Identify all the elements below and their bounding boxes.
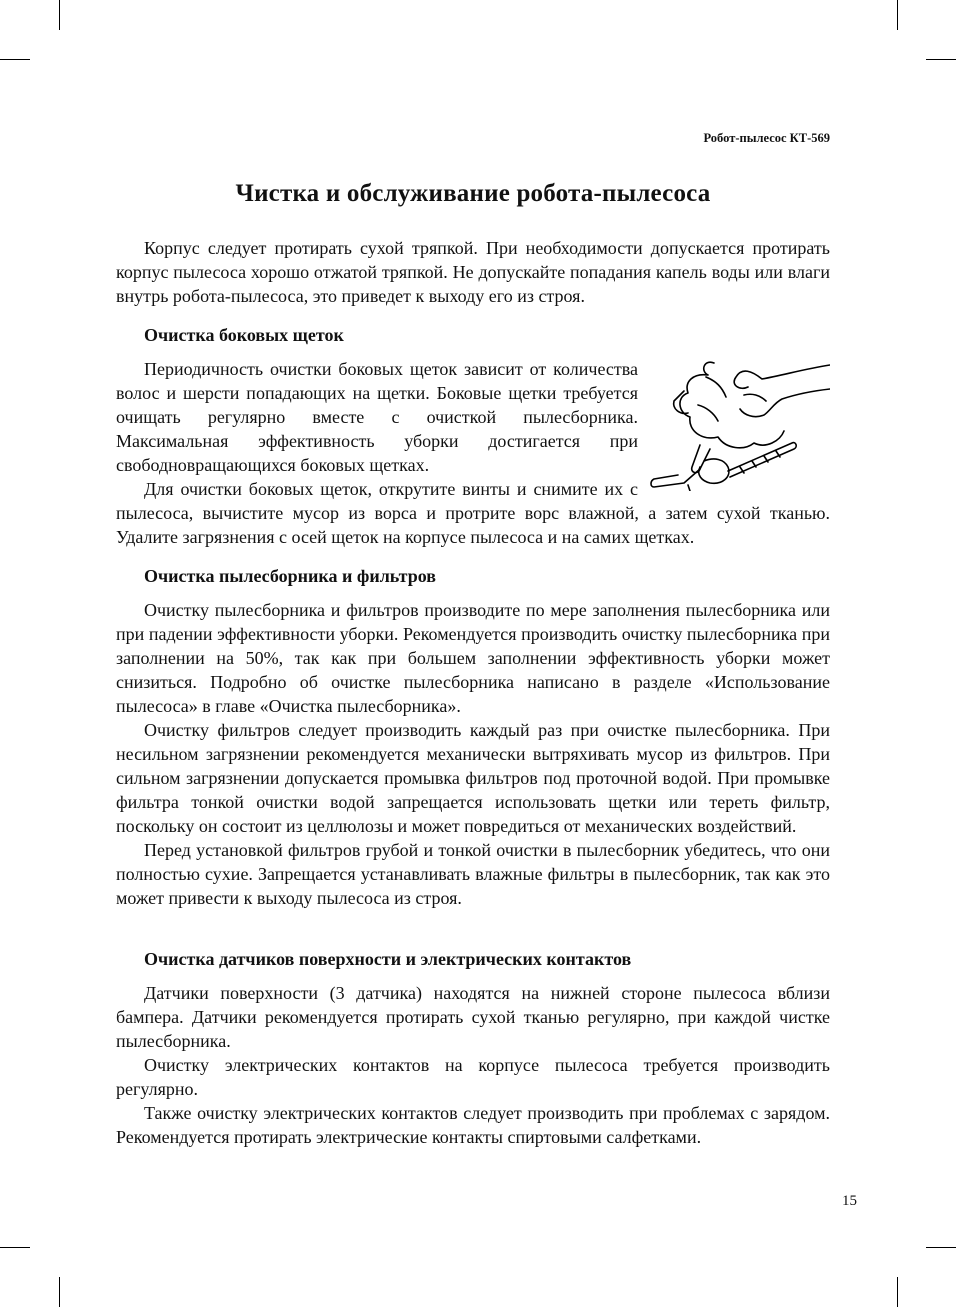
paragraph: Датчики поверхности (3 датчика) находятся на нижней стороне пылесоса вблизи бампера. Датчики рекомендуется протирать сухой тканью регулярно, при каждой чистке пылесборника. (116, 983, 830, 1051)
crop-mark (897, 0, 898, 30)
page-title: Чистка и обслуживание робота-пылесоса (235, 180, 711, 207)
crop-mark (0, 59, 30, 60)
section-heading: Очистка датчиков поверхности и электрических контактов (144, 949, 632, 969)
crop-mark (0, 1247, 30, 1248)
crop-mark (926, 59, 956, 60)
paragraph: Перед установкой фильтров грубой и тонкой очистки в пылесборник убедитесь, что они полностью сухие. Запрещается устанавливать влажные фильтры в пылесборник, так как это может привести к выходу пылесоса из строя. (116, 840, 830, 908)
paragraph: Очистку электрических контактов на корпусе пылесоса требуется производить регулярно. (116, 1055, 830, 1099)
intro-block (116, 236, 830, 308)
section-side-brushes (116, 323, 830, 549)
section-heading: Очистка пылесборника и фильтров (144, 566, 436, 586)
paragraph: Очистку пылесборника и фильтров производите по мере заполнения пылесборника или при падении эффективности уборки. Рекомендуется производить очистку пылесборника при заполнении на 50%, так как при большем заполнении эффективность уборки может снизиться. Подробно об очистке пылесборника написано в разделе «Использование пылесоса» в главе «Очистка пылесборника». (116, 600, 830, 716)
paragraph: Очистку фильтров следует производить каждый раз при очистке пылесборника. При несильном загрязнении рекомендуется механически вытряхивать мусор из фильтров. При сильном загрязнении допускается промывка фильтров под проточной водой. При промывке фильтра тонкой очистки водой запрещается использовать щетки или тереть фильтр, поскольку он состоит из целлюлозы и может повредиться от механических воздействий. (116, 720, 830, 836)
paragraph: Для очистки боковых щеток, открутите винты и снимите их с пылесоса, вычистите мусор из ворса и протрите ворс влажной, а затем сухой тканью. Удалите загрязнения с осей щеток на корпусе пылесоса и на самих щетках. (116, 479, 830, 547)
crop-mark (897, 1277, 898, 1307)
hand-cleaning-brush-illustration (644, 357, 830, 491)
section-dust-container (116, 564, 830, 910)
intro-paragraph: Корпус следует протирать сухой тряпкой. При необходимости допускается протирать корпус пылесоса хорошо отжатой тряпкой. Не допускайте попадания капель воды или влаги внутрь робота-пылесоса, это приведет к выходу его из строя. (116, 238, 830, 306)
paragraph: Также очистку электрических контактов следует производить при проблемах с зарядом. Рекомендуется протирать электрические контакты спиртовыми салфетками. (116, 1103, 830, 1147)
paragraph: Периодичность очистки боковых щеток зависит от количества волос и шерсти попадающих на щетки. Боковые щетки требуется очищать регулярно вместе с очисткой пылесборника. Максимальная эффективность уборки достигается при свободновращающихся боковых щетках. (116, 359, 638, 475)
section-sensors-contacts (116, 947, 830, 1149)
crop-mark (59, 0, 60, 30)
section-heading: Очистка боковых щеток (144, 325, 344, 345)
running-header: Робот-пылесос КТ-569 (703, 131, 830, 145)
crop-mark (59, 1277, 60, 1307)
crop-mark (926, 1247, 956, 1248)
page-number: 15 (842, 1193, 857, 1209)
